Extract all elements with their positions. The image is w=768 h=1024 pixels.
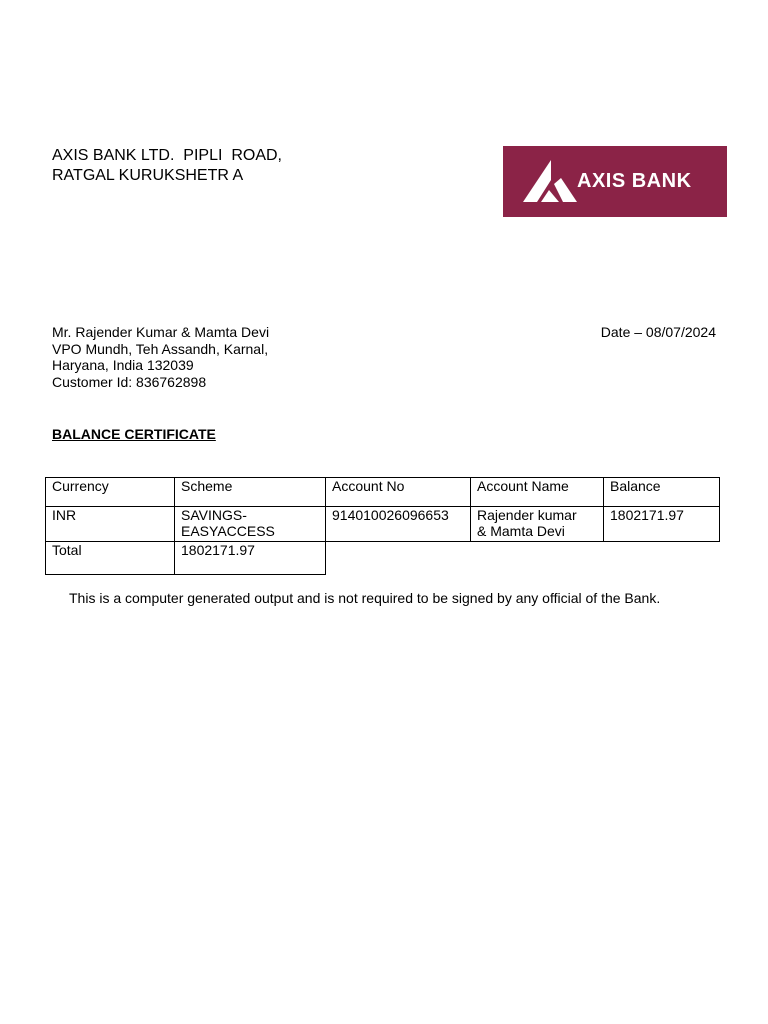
customer-id: Customer Id: 836762898: [52, 373, 207, 390]
customer-details: [52, 324, 269, 390]
cell-account-no: 914010026096653: [326, 507, 471, 542]
customer-address-line2: Haryana, India 132039: [52, 357, 194, 373]
balance-table: [45, 477, 720, 575]
bank-address-line2: RATGAL KURUKSHETR A: [52, 167, 244, 184]
header-account-name: Account Name: [471, 478, 604, 507]
cell-account-name-line1: Rajender kumar: [477, 507, 577, 523]
footnote: This is a computer generated output and is not required to be signed by any official of the Bank.: [69, 590, 661, 606]
cell-account-name-line2: & Mamta Devi: [477, 523, 565, 539]
cell-total-value: 1802171.97: [175, 542, 326, 575]
cell-currency: INR: [46, 507, 175, 542]
header-balance: Balance: [604, 478, 720, 507]
bank-address-line1: AXIS BANK LTD. PIPLI ROAD,: [52, 147, 282, 164]
axis-logo-icon: [523, 158, 579, 204]
header-currency: Currency: [46, 478, 175, 507]
customer-name: Mr. Rajender Kumar & Mamta Devi: [52, 324, 270, 340]
table-row: [46, 507, 720, 542]
table-total-row: [46, 542, 720, 575]
header-scheme: Scheme: [175, 478, 326, 507]
cell-scheme: [175, 507, 326, 542]
logo-text: AXIS BANK: [577, 170, 692, 192]
cell-scheme-line2: EASYACCESS: [181, 523, 275, 539]
certificate-date: Date – 08/07/2024: [600, 324, 716, 340]
customer-address-line1: VPO Mundh, Teh Assandh, Karnal,: [52, 340, 269, 357]
table-header-row: [46, 478, 720, 507]
cell-account-name: [471, 507, 604, 542]
bank-logo: [503, 146, 727, 217]
cell-scheme-line1: SAVINGS-: [181, 507, 247, 523]
cell-balance: 1802171.97: [604, 507, 720, 542]
certificate-title: BALANCE CERTIFICATE: [52, 426, 216, 442]
cell-total-label: Total: [46, 542, 175, 575]
bank-address: [52, 146, 282, 186]
header-account-no: Account No: [326, 478, 471, 507]
